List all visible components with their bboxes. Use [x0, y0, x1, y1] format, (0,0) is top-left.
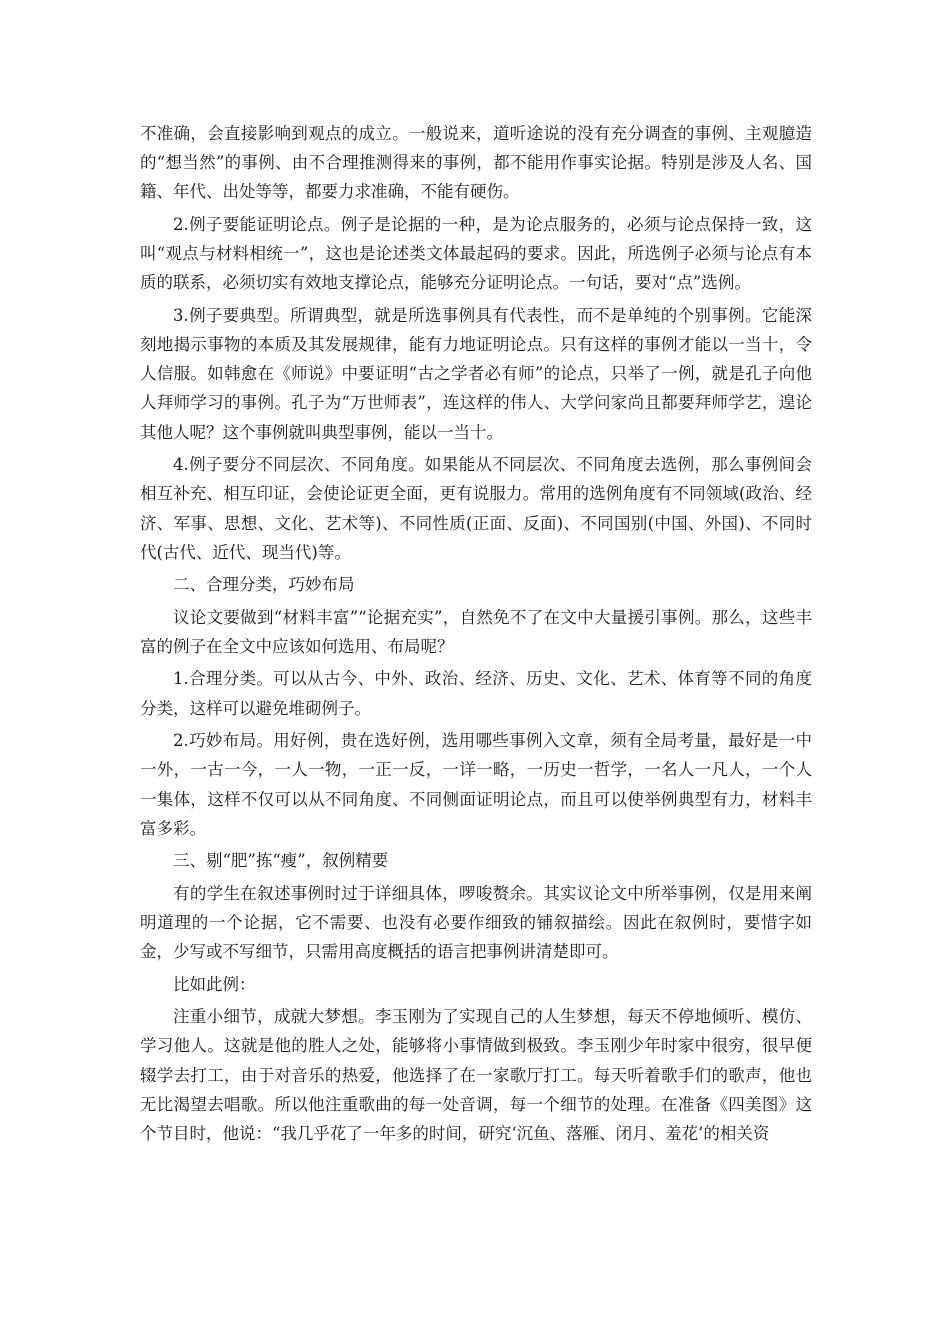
section-heading-3: 三、剔“肥”拣“瘦”，叙例精要 — [173, 851, 389, 871]
paragraph-3: 3.例子要典型。所谓典型，就是所选事例具有代表性，而不是单纯的个别事例。它能深刻地揭示事物的本质及其发展规律，能有力地证明论点。只有这样的事例才能以一当十，令人信服。如韩愈在《师说》中要证明“古之学者必有师”的论点，只举了一例，就是孔子向他人拜师学习的事例。孔子为“万世师表”，连这样的伟人、大学问家尚且都要拜师学艺，遑论其他人呢？这个事例就叫典型事例，能以一当十。 — [140, 305, 812, 442]
paragraph-2: 2.例子要能证明论点。例子是论据的一种，是为论点服务的，必须与论点保持一致，这叫“观点与材料相统一”，这也是论述类文体最起码的要求。因此，所选例子必须与论点有本质的联系，必须切实有效地支撑论点，能够充分证明论点。一句话，要对“点”选例。 — [140, 214, 812, 293]
paragraph-4: 4.例子要分不同层次、不同角度。如果能从不同层次、不同角度去选例，那么事例间会相互补充、相互印证，会使论证更全面，更有说服力。常用的选例角度有不同领域(政治、经济、军事、思想、文化、艺术等)、不同性质(正面、反面)、不同国别(中国、外国)、不同时代(古代、近代、现当代)等。 — [140, 455, 812, 562]
section-heading-2: 二、合理分类，巧妙布局 — [173, 575, 355, 595]
paragraph-9: 比如此例： — [173, 974, 256, 994]
paragraph-7: 2.巧妙布局。用好例，贵在选好例，选用哪些事例入文章，须有全局考量，最好是一中一外，一古一今，一人一物，一正一反，一详一略，一历史一哲学，一名人一凡人，一个人一集体，这样不仅可以从不同角度、不同侧面证明论点，而且可以使举例典型有力，材料丰富多彩。 — [140, 731, 812, 838]
paragraph-8: 有的学生在叙述事例时过于详细具体，啰唆赘余。其实议论文中所举事例，仅是用来阐明道理的一个论据，它不需要、也没有必要作细致的铺叙描绘。因此在叙例时，要惜字如金，少写或不写细节，只需用高度概括的语言把事例讲清楚即可。 — [140, 883, 812, 962]
paragraph-6: 1.合理分类。可以从古今、中外、政治、经济、历史、文化、艺术、体育等不同的角度分类，这样可以避免堆砌例子。 — [140, 669, 812, 718]
document-page — [140, 119, 812, 1151]
paragraph-5: 议论文要做到“材料丰富”“论据充实”，自然免不了在文中大量援引事例。那么，这些丰富的例子在全文中应该如何选用、布局呢？ — [140, 607, 812, 656]
paragraph-10: 注重小细节，成就大梦想。李玉刚为了实现自己的人生梦想，每天不停地倾听、模仿、学习他人。这就是他的胜人之处，能够将小事情做到极致。李玉刚少年时家中很穷，很早便辍学去打工，由于对音乐的热爱，他选择了在一家歌厅打工。每天听着歌手们的歌声，他也无比渴望去唱歌。所以他注重歌曲的每一处音调，每一个细节的处理。在准备《四美图》这个节目时，他说：“我几乎花了一年多的时间，研究‘沉鱼、落雁、闭月、羞花’的相关资 — [140, 1007, 812, 1143]
paragraph-1: 不准确，会直接影响到观点的成立。一般说来，道听途说的没有充分调查的事例、主观臆造的“想当然”的事例、由不合理推测得来的事例，都不能用作事实论据。特别是涉及人名、国籍、年代、出处等等，都要力求准确，不能有硬伤。 — [140, 124, 812, 202]
